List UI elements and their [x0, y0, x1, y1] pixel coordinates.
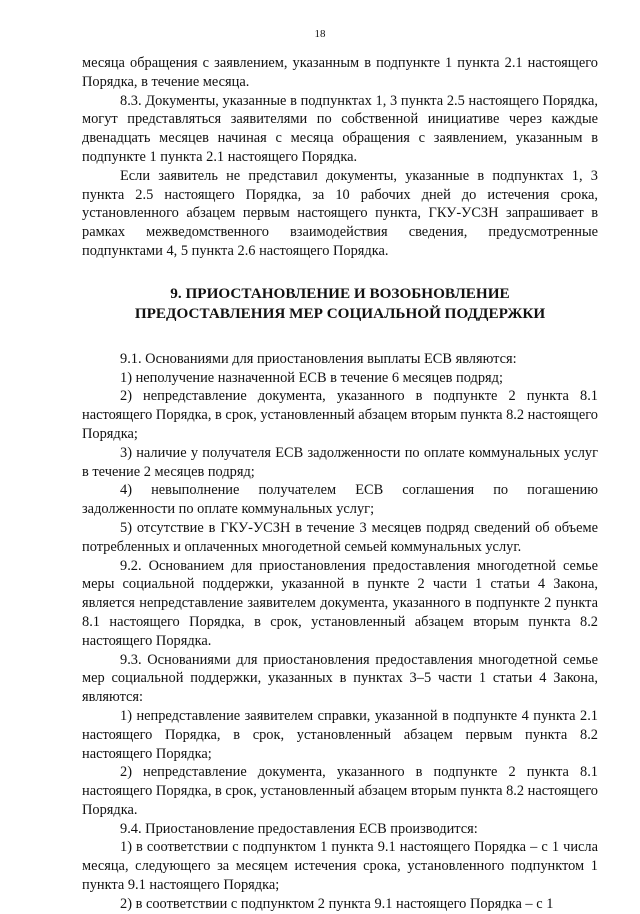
paragraph: 9.3. Основаниями для приостановления предоставления многодетной семье мер социальной поддержки, указанных в пунктах 3–5 части 1 статьи 4 Закона, являются: — [82, 651, 598, 706]
document-body — [82, 54, 598, 914]
page-number: 18 — [314, 28, 326, 40]
paragraph: 2) в соответствии с подпунктом 2 пункта 9.1 настоящего Порядка – с 1 — [120, 895, 554, 912]
paragraph: 9.1. Основаниями для приостановления выплаты ЕСВ являются: — [120, 350, 517, 367]
paragraph: 1) непредставление заявителем справки, указанной в подпункте 4 пункта 2.1 настоящего Порядка, в срок, установленный абзацем первым пункта 8.2 настоящего Порядка; — [82, 707, 598, 762]
paragraph: 3) наличие у получателя ЕСВ задолженности по оплате коммунальных услуг в течение 2 месяцев подряд; — [82, 444, 598, 480]
paragraph: Если заявитель не представил документы, указанные в подпунктах 1, 3 пункта 2.5 настоящего Порядка, за 10 рабочих дней до истечения срока, установленного абзацем первым настоящего пункта, ГКУ-УСЗН запрашивает в рамках межведомственного взаимодействия сведения, предусмотренные подпунктами 4, 5 пункта 2.6 настоящего Порядка. — [82, 167, 598, 259]
paragraph: месяца обращения с заявлением, указанным в подпункте 1 пункта 2.1 настоящего Порядка, в течение месяца. — [82, 55, 598, 90]
paragraph: 9.2. Основанием для приостановления предоставления многодетной семье меры социальной поддержки, указанной в пункте 2 части 1 статьи 4 Закона, является непредставление заявителем документа, указанного в подпункте 2 пункта 8.1 настоящего Порядка, в срок, установленный абзацем вторым пункта 8.2 настоящего Порядка. — [82, 557, 598, 649]
paragraph: 8.3. Документы, указанные в подпунктах 1, 3 пункта 2.5 настоящего Порядка, могут представляться заявителями по собственной инициативе через каждые двенадцать месяцев начиная с месяца обращения с заявлением, указанным в подпункте 1 пункта 2.1 настоящего Порядка. — [82, 92, 598, 165]
paragraph: 2) непредставление документа, указанного в подпункте 2 пункта 8.1 настоящего Порядка, в срок, установленный абзацем вторым пункта 8.2 настоящего Порядка; — [82, 388, 598, 442]
paragraph: 9.4. Приостановление предоставления ЕСВ производится: — [120, 820, 478, 837]
paragraph: 2) непредставление документа, указанного в подпункте 2 пункта 8.1 настоящего Порядка, в срок, установленный абзацем вторым пункта 8.2 настоящего Порядка. — [82, 764, 598, 818]
paragraph: 1) в соответствии с подпунктом 1 пункта 9.1 настоящего Порядка – с 1 числа месяца, следующего за месяцем истечения срока, установленного подпунктом 1 пункта 9.1 настоящего Порядка; — [82, 839, 598, 894]
paragraph: 5) отсутствие в ГКУ-УСЗН в течение 3 месяцев подряд сведений об объеме потребленных и оплаченных многодетной семьей коммунальных услуг. — [82, 519, 598, 555]
section-heading — [82, 284, 598, 324]
paragraph: 1) неполучение назначенной ЕСВ в течение 6 месяцев подряд; — [120, 369, 503, 386]
section-heading-line: ПРЕДОСТАВЛЕНИЯ МЕР СОЦИАЛЬНОЙ ПОДДЕРЖКИ — [134, 304, 546, 322]
section-heading-line: 9. ПРИОСТАНОВЛЕНИЕ И ВОЗОБНОВЛЕНИЕ — [170, 284, 510, 302]
paragraph: 4) невыполнение получателем ЕСВ соглашения по погашению задолженности по оплате коммунальных услуг; — [82, 482, 598, 518]
